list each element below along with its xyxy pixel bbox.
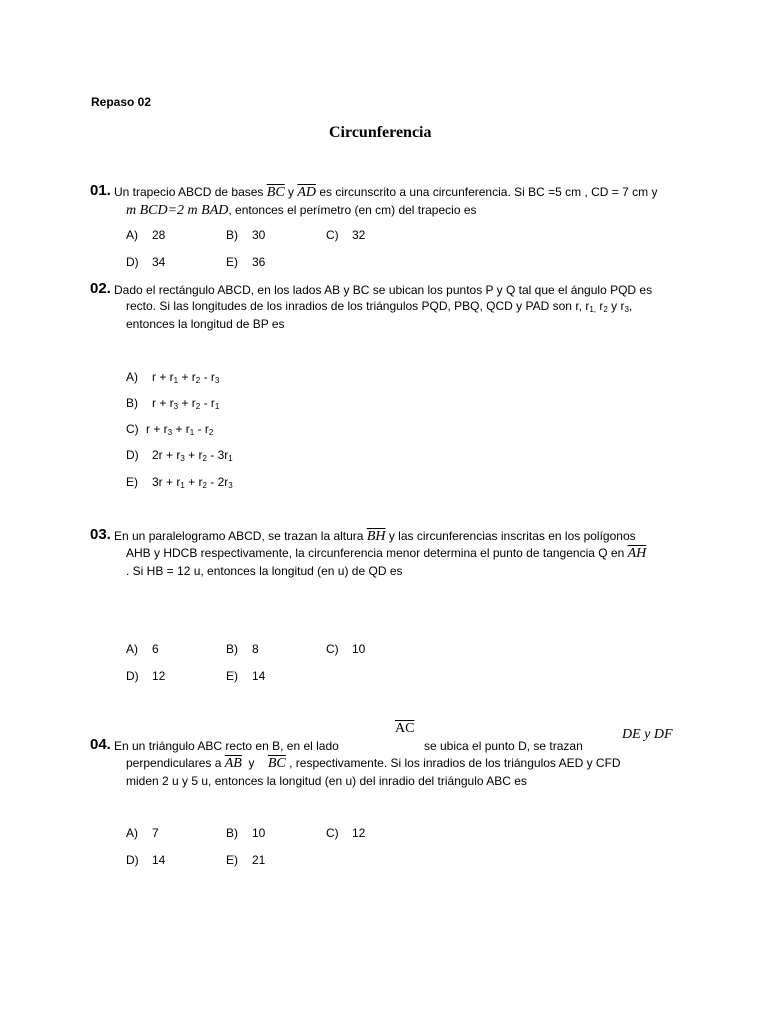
repaso-label: Repaso 02 xyxy=(91,95,152,109)
q1-option-d[interactable]: D) 34 xyxy=(126,255,166,269)
segment-bh: $\overline{BH}$ xyxy=(366,529,386,544)
segment-ab: $\overline{AB}$ xyxy=(224,756,242,771)
q3-option-a[interactable]: A) 6 xyxy=(126,642,159,656)
q3-option-b[interactable]: B) 8 xyxy=(226,642,259,656)
q3-option-e[interactable]: E) 14 xyxy=(226,669,266,683)
q4-option-e[interactable]: E) 21 xyxy=(226,853,266,867)
q4-option-b[interactable]: B) 10 xyxy=(226,826,266,840)
question-1-number: 01. xyxy=(90,182,111,199)
question-1-line-1: Un trapecio ABCD de bases $\overline{BC}$ y $\overline{AD}$ es circunscrito a una circunferencia. Si BC =5 cm , CD = 7 cm y xyxy=(114,185,658,200)
question-4-line-1b: se ubica el punto D, se trazan xyxy=(424,739,583,753)
question-1-line-2: m BCD=2 m BAD, entonces el perímetro (en cm) del trapecio es xyxy=(126,203,477,218)
segment-bc-2: $\overline{BC}$ xyxy=(267,756,286,771)
question-2-number: 02. xyxy=(90,280,111,297)
q4-option-c[interactable]: C) 12 xyxy=(326,826,366,840)
q2-option-e[interactable]: E) $3r + r_1 + r_2 - 2r_3$ xyxy=(126,475,233,490)
question-4-number: 04. xyxy=(90,736,111,753)
q2-option-a[interactable]: A) $r + r_1 + r_2 - r_3$ xyxy=(126,370,220,385)
q2-option-c[interactable]: C) $r + r_3 + r_1 - r_2$ xyxy=(126,422,214,437)
page-title: Circunferencia xyxy=(329,124,432,141)
q3-option-d[interactable]: D) 12 xyxy=(126,669,166,683)
question-3-line-3: . Si HB = 12 u, entonces la longitud (en u) de QD es xyxy=(126,564,403,578)
q1-option-e[interactable]: E) 36 xyxy=(226,255,266,269)
q4-option-a[interactable]: A) 7 xyxy=(126,826,159,840)
question-3-line-2: AHB y HDCB respectivamente, la circunferencia menor determina el punto de tangencia Q en $\overline{AH}$ xyxy=(126,546,647,561)
q2-option-b[interactable]: B) $r + r_3 + r_2 - r_1$ xyxy=(126,396,220,411)
question-4-line-2: perpendiculares a $\overline{AB}$ y $\overline{BC}$ , respectivamente. Si los inradios de los triángulos AED y CFD xyxy=(126,756,621,771)
question-2-line-1: Dado el rectángulo ABCD, en los lados AB y BC se ubican los puntos P y Q tal que el ángulo PQD es xyxy=(114,283,653,297)
q4-option-d[interactable]: D) 14 xyxy=(126,853,166,867)
segments-de-df: DE y DF xyxy=(622,727,673,742)
q1-option-a[interactable]: A) 28 xyxy=(126,228,166,242)
question-4-line-1a: En un triángulo ABC recto en B, en el lado xyxy=(114,739,339,753)
q3-option-c[interactable]: C) 10 xyxy=(326,642,366,656)
angle-expression: m BCD=2 m BAD xyxy=(126,203,229,218)
question-3-line-1: En un paralelogramo ABCD, se trazan la altura $\overline{BH}$ y las circunferencias inscritas en los polígonos xyxy=(114,529,636,544)
question-2-line-3: entonces la longitud de BP es xyxy=(126,317,285,331)
question-4-line-3: miden 2 u y 5 u, entonces la longitud (en u) del inradio del triángulo ABC es xyxy=(126,774,527,788)
question-3-number: 03. xyxy=(90,526,111,543)
q1-option-c[interactable]: C) 32 xyxy=(326,228,366,242)
segment-bc: $\overline{BC}$ xyxy=(266,185,285,200)
q2-option-d[interactable]: D) $2r + r_3 + r_2 - 3r_1$ xyxy=(126,448,233,463)
question-2-line-2: recto. Si las longitudes de los inradios de los triángulos PQD, PBQ, QCD y PAD son r, $r_{1,}$ $r_2$ y $r_3$, xyxy=(126,299,633,314)
q1-option-b[interactable]: B) 30 xyxy=(226,228,266,242)
segment-ac: $\overline{AC}$ xyxy=(395,721,415,736)
segment-ah: $\overline{AH}$ xyxy=(627,546,647,561)
segment-ad: $\overline{AD}$ xyxy=(297,185,317,200)
